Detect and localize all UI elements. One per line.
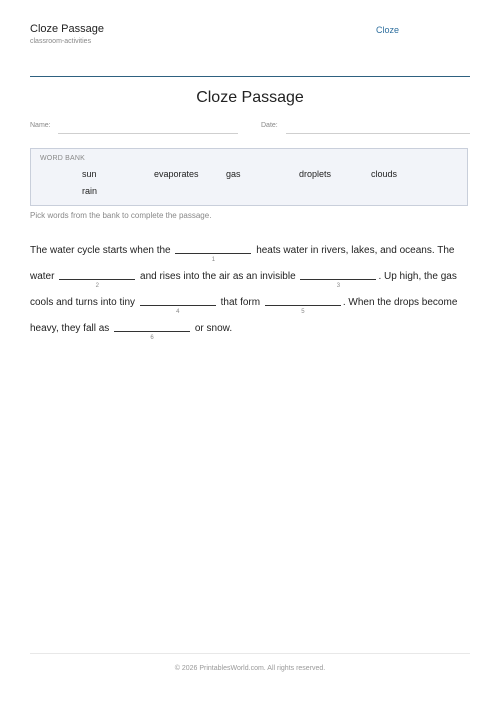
blank-number: 3 [336,283,341,289]
date-field-line[interactable] [286,133,470,134]
blank-number: 4 [176,309,180,315]
passage-text: and rises into the air as an invisible [140,271,296,282]
footer-copyright: © 2026 PrintablesWorld.com. All rights reserved. [174,665,326,672]
header-title: Cloze Passage [30,23,104,35]
answer-blank[interactable] [140,295,216,315]
answer-blank[interactable] [300,269,376,289]
word-bank-item: clouds [371,169,398,179]
blank-number: 5 [301,309,305,315]
footer-divider [30,653,470,654]
passage-text: that form [220,297,261,308]
blank-number: 2 [95,283,99,289]
header-divider [30,76,470,77]
word-bank [30,148,468,206]
word-bank-item: gas [226,169,241,179]
passage-text: heats water in rivers, lakes, and oceans. The water [30,245,455,282]
cloze-passage [30,238,470,342]
passage-text: or snow. [194,323,233,334]
page-title: Cloze Passage [196,89,304,106]
word-bank-item: evaporates [154,169,199,179]
instructions: Pick words from the bank to complete the passage. [30,211,212,220]
answer-blank[interactable] [175,243,251,263]
answer-blank[interactable] [265,295,341,315]
word-bank-item: sun [82,169,97,179]
header-subtitle: classroom-activities [30,38,92,45]
passage-text: . Up high, the gas cools and turns into tiny [30,271,457,308]
answer-blank[interactable] [114,321,190,341]
word-bank-item: rain [82,186,98,196]
answer-blank[interactable] [59,269,135,289]
blank-number: 6 [150,335,154,341]
name-label: Name: [30,122,51,129]
word-bank-item: droplets [299,169,332,179]
category-link[interactable]: Cloze [375,25,399,35]
date-label: Date: [261,122,278,129]
word-bank-title: WORD BANK [40,155,85,162]
passage-text: The water cycle starts when the [30,245,171,256]
name-field-line[interactable] [58,133,238,134]
blank-number: 1 [211,257,216,263]
passage-text: . When the drops become heavy, they fall as [30,297,458,334]
